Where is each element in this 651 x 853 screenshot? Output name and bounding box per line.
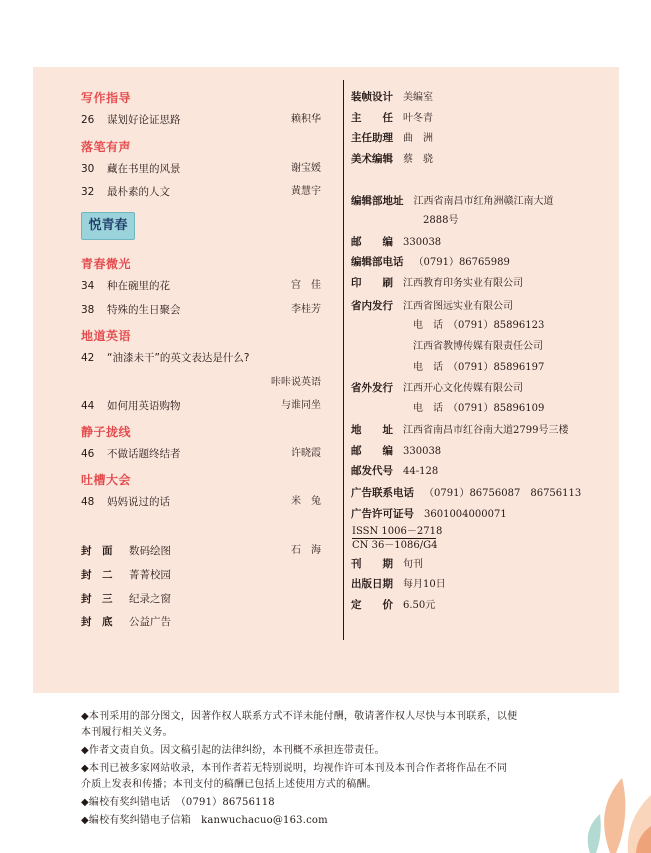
pub-date-label: 出版日期 — [351, 578, 393, 590]
article-title: 不做话题终结者 — [107, 448, 181, 460]
list-item[interactable] — [81, 161, 321, 177]
period-label: 刊 期 — [351, 558, 393, 570]
issn: ISSN 1006－2718 — [352, 526, 443, 537]
page-number: 44 — [81, 400, 95, 412]
article-author: 赖积华 — [291, 114, 321, 125]
article-title: “油漆未干”的英文表达是什么? — [107, 352, 250, 364]
article-author: 李桂芳 — [291, 304, 321, 315]
price-label: 定 价 — [351, 599, 393, 611]
staff-row — [351, 151, 433, 167]
article-title: 藏在书里的风景 — [107, 163, 181, 175]
cover-label: 封 底 — [81, 616, 113, 628]
mail-code-label: 邮发代号 — [351, 465, 393, 477]
ad-license: 3601004000071 — [424, 509, 507, 520]
staff-label: 装帧设计 — [351, 91, 393, 103]
editorial-phone: （0791）86765989 — [413, 257, 510, 268]
notice-line: ◆编校有奖纠错电子信箱 kanwuchacuo@163.com — [81, 815, 328, 826]
article-author: 咔咔说英语 — [271, 377, 321, 388]
price-row — [351, 597, 435, 613]
editorial-address-2: 2888号 — [423, 215, 459, 226]
article-author: 米 兔 — [291, 496, 321, 507]
domestic-distributor-1: 江西省图远实业有限公司 — [403, 301, 513, 312]
article-author: 谢宝媛 — [291, 163, 321, 174]
list-item[interactable] — [81, 494, 321, 510]
editorial-address-row — [351, 193, 554, 209]
staff-value: 蔡 骁 — [403, 154, 433, 165]
staff-row — [351, 89, 433, 105]
leaf-decoration-icon — [540, 740, 651, 853]
notice-line: ◆编校有奖纠错电话 （0791）86756118 — [81, 797, 275, 808]
postcode2: 330038 — [403, 446, 442, 457]
domestic-phone-2: 电 话 （0791）85896197 — [413, 362, 545, 373]
cover-label: 封 二 — [81, 569, 113, 581]
period: 旬刊 — [403, 559, 423, 570]
postcode2-row — [351, 443, 441, 459]
staff-value: 曲 洲 — [403, 133, 433, 144]
cover-row — [81, 567, 321, 583]
page-number: 42 — [81, 352, 95, 364]
outside-phone: 电 话 （0791）85896109 — [413, 403, 545, 414]
notice-line: 本刊履行相关义务。 — [81, 727, 173, 738]
staff-row — [351, 130, 433, 146]
postcode-label: 邮 编 — [351, 236, 393, 248]
address-label: 地 址 — [351, 424, 393, 436]
youth-badge: 悦青春 — [81, 212, 135, 240]
list-item[interactable] — [81, 278, 321, 294]
staff-value: 叶冬青 — [403, 113, 433, 124]
page-number: 34 — [81, 280, 95, 292]
cover-value: 菁菁校园 — [129, 569, 171, 581]
article-author: 许晓霞 — [291, 448, 321, 459]
address: 江西省南昌市红谷南大道2799号三楼 — [403, 425, 569, 436]
notice-line: ◆本刊采用的部分图文，因著作权人联系方式不详未能付酬，敬请著作权人尽快与本刊联系，以便 — [81, 711, 518, 722]
cover-label: 封 三 — [81, 593, 113, 605]
column-divider — [343, 80, 344, 640]
article-author: 宫 佳 — [291, 280, 321, 291]
staff-label: 主 任 — [351, 112, 393, 124]
price: 6.50元 — [403, 600, 436, 611]
page-number: 30 — [81, 163, 95, 175]
section-title-youth-light: 青春微光 — [81, 257, 132, 271]
ad-license-row — [351, 506, 507, 522]
article-title: 妈妈说过的话 — [107, 496, 170, 508]
postcode-row — [351, 234, 441, 250]
page-number: 46 — [81, 448, 95, 460]
cover-value: 数码绘图 — [129, 545, 171, 557]
page-number: 32 — [81, 186, 95, 198]
address-row — [351, 422, 568, 438]
page-number: 26 — [81, 114, 95, 126]
printer-row — [351, 275, 523, 291]
page-number: 48 — [81, 496, 95, 508]
editorial-address-label: 编辑部地址 — [351, 195, 404, 207]
cn-number: CN 36－1086/G4 — [352, 540, 438, 551]
outside-row — [351, 380, 523, 396]
article-title: 如何用英语购物 — [107, 400, 181, 412]
notice-line: 介质上发表和传播；本刊支付的稿酬已包括上述使用方式的稿酬。 — [81, 779, 377, 790]
postcode: 330038 — [403, 237, 442, 248]
printer: 江西教育印务实业有限公司 — [403, 278, 523, 289]
printer-label: 印 刷 — [351, 277, 393, 289]
cover-row — [81, 591, 321, 607]
section-title-writing-guide: 写作指导 — [81, 91, 132, 105]
article-title: 种在碗里的花 — [107, 280, 170, 292]
section-title-roast: 吐槽大会 — [81, 473, 132, 487]
list-item[interactable] — [81, 112, 321, 128]
domestic-distributor-2: 江西省教博传媒有限责任公司 — [413, 341, 543, 352]
outside-label: 省外发行 — [351, 382, 393, 394]
ad-phone-label: 广告联系电话 — [351, 487, 414, 499]
staff-label: 主任助理 — [351, 132, 393, 144]
section-title-writing-voice: 落笔有声 — [81, 140, 132, 154]
staff-label: 美术编辑 — [351, 153, 393, 165]
cover-label: 封 面 — [81, 545, 113, 557]
pub-date: 每月10日 — [403, 579, 446, 590]
period-row — [351, 556, 423, 572]
notice-line: ◆本刊已被多家网站收录，本刊作者若无特别说明，均视作许可本刊及本刊合作者将作品在不同 — [81, 763, 508, 774]
domestic-label: 省内发行 — [351, 300, 393, 312]
mail-code-row — [351, 463, 438, 479]
postcode2-label: 邮 编 — [351, 445, 393, 457]
pub-date-row — [351, 576, 446, 592]
list-item[interactable] — [81, 398, 321, 414]
article-title: 最朴素的人文 — [107, 186, 170, 198]
article-author: 黄慧宇 — [291, 186, 321, 197]
cover-author: 石 海 — [291, 545, 321, 556]
mail-code: 44-128 — [403, 466, 439, 477]
domestic-phone-1: 电 话 （0791）85896123 — [413, 320, 545, 331]
page-number: 38 — [81, 304, 95, 316]
article-title: 特殊的生日聚会 — [107, 304, 181, 316]
list-item[interactable] — [81, 350, 321, 366]
domestic-row — [351, 298, 513, 314]
cover-value: 纪录之窗 — [129, 593, 171, 605]
section-title-static: 静子拢线 — [81, 425, 132, 439]
editorial-phone-label: 编辑部电话 — [351, 256, 404, 268]
list-item[interactable] — [81, 302, 321, 318]
section-title-english: 地道英语 — [81, 329, 132, 343]
article-author: 与谁同坐 — [281, 400, 321, 411]
article-title: 谋划好论证思路 — [107, 114, 181, 126]
staff-value: 美编室 — [403, 92, 433, 103]
list-item[interactable] — [81, 446, 321, 462]
editorial-address: 江西省南昌市红角洲赣江南大道 — [413, 196, 554, 207]
ad-phone: （0791）86756087 86756113 — [424, 488, 582, 499]
notice-line: ◆作者文责自负。因文稿引起的法律纠纷，本刊概不承担连带责任。 — [81, 745, 385, 756]
editorial-phone-row — [351, 254, 510, 270]
ad-phone-row — [351, 485, 581, 501]
cover-value: 公益广告 — [129, 616, 171, 628]
outside-distributor: 江西开心文化传媒有限公司 — [403, 383, 523, 394]
ad-license-label: 广告许可证号 — [351, 508, 414, 520]
cover-row — [81, 543, 321, 559]
list-item[interactable] — [81, 184, 321, 200]
staff-row — [351, 110, 433, 126]
cover-row — [81, 614, 321, 630]
